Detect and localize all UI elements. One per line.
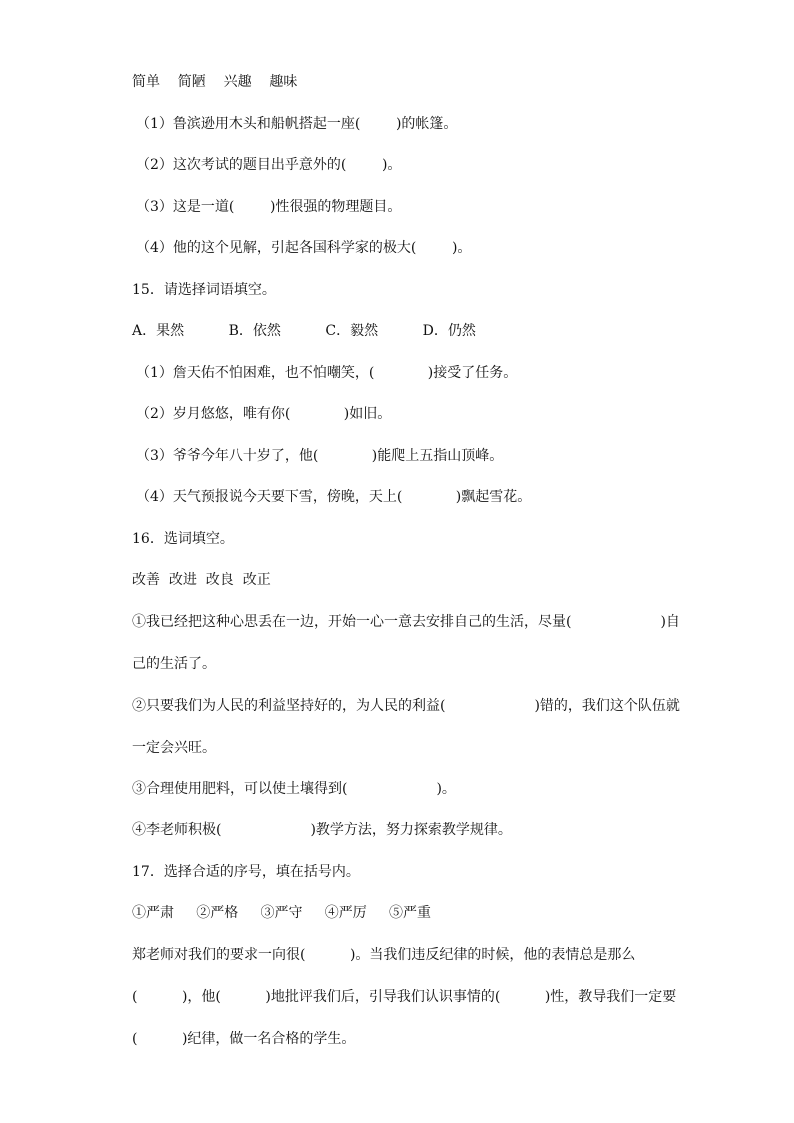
q15-item-1: （1）詹天佑不怕困难，也不怕嘲笑，( )接受了任务。 bbox=[136, 365, 518, 381]
q16-word-bank: 改善 改进 改良 改正 bbox=[132, 572, 271, 588]
q15-options: A．果然 B．依然 C．毅然 D．仍然 bbox=[132, 323, 476, 339]
q14-item-3: （3）这是一道( )性很强的物理题目。 bbox=[136, 199, 402, 215]
q17-options: ①严肃 ②严格 ③严守 ④严厉 ⑤严重 bbox=[132, 905, 432, 921]
q17-paragraph-line-2: ( )，他( )地批评我们后，引导我们认识事情的( )性，教导我们一定要 bbox=[132, 989, 677, 1005]
q15-item-4: （4）天气预报说今天要下雪，傍晚，天上( )飘起雪花。 bbox=[136, 489, 532, 505]
q16-title: 16．选词填空。 bbox=[132, 531, 234, 547]
q14-item-4: （4）他的这个见解，引起各国科学家的极大( )。 bbox=[136, 240, 472, 256]
q14-word-bank: 简单 简陋 兴趣 趣味 bbox=[132, 74, 298, 90]
q15-item-2: （2）岁月悠悠，唯有你( )如旧。 bbox=[136, 406, 392, 422]
q14-item-1: （1）鲁滨逊用木头和船帆搭起一座( )的帐篷。 bbox=[136, 116, 458, 132]
q16-item-4: ④李老师积极( )教学方法，努力探索教学规律。 bbox=[132, 822, 512, 838]
q17-paragraph-line-3: ( )纪律，做一名合格的学生。 bbox=[132, 1031, 356, 1047]
q15-item-3: （3）爷爷今年八十岁了，他( )能爬上五指山顶峰。 bbox=[136, 448, 504, 464]
q15-title: 15．请选择词语填空。 bbox=[132, 282, 276, 298]
q16-item-1: ①我已经把这种心思丢在一边，开始一心一意去安排自己的生活，尽量( )自 bbox=[132, 614, 680, 630]
q14-item-2: （2）这次考试的题目出乎意外的( )。 bbox=[136, 157, 402, 173]
q16-item-2: ②只要我们为人民的利益坚持好的，为人民的利益( )错的，我们这个队伍就 bbox=[132, 698, 680, 714]
q16-item-1-cont: 己的生活了。 bbox=[132, 656, 216, 672]
q16-item-2-cont: 一定会兴旺。 bbox=[132, 740, 216, 756]
q17-title: 17．选择合适的序号，填在括号内。 bbox=[132, 864, 360, 880]
q16-item-3: ③合理使用肥料，可以使土壤得到( )。 bbox=[132, 781, 456, 797]
q17-paragraph-line-1: 郑老师对我们的要求一向很( )。当我们违反纪律的时候，他的表情总是那么 bbox=[132, 947, 636, 963]
